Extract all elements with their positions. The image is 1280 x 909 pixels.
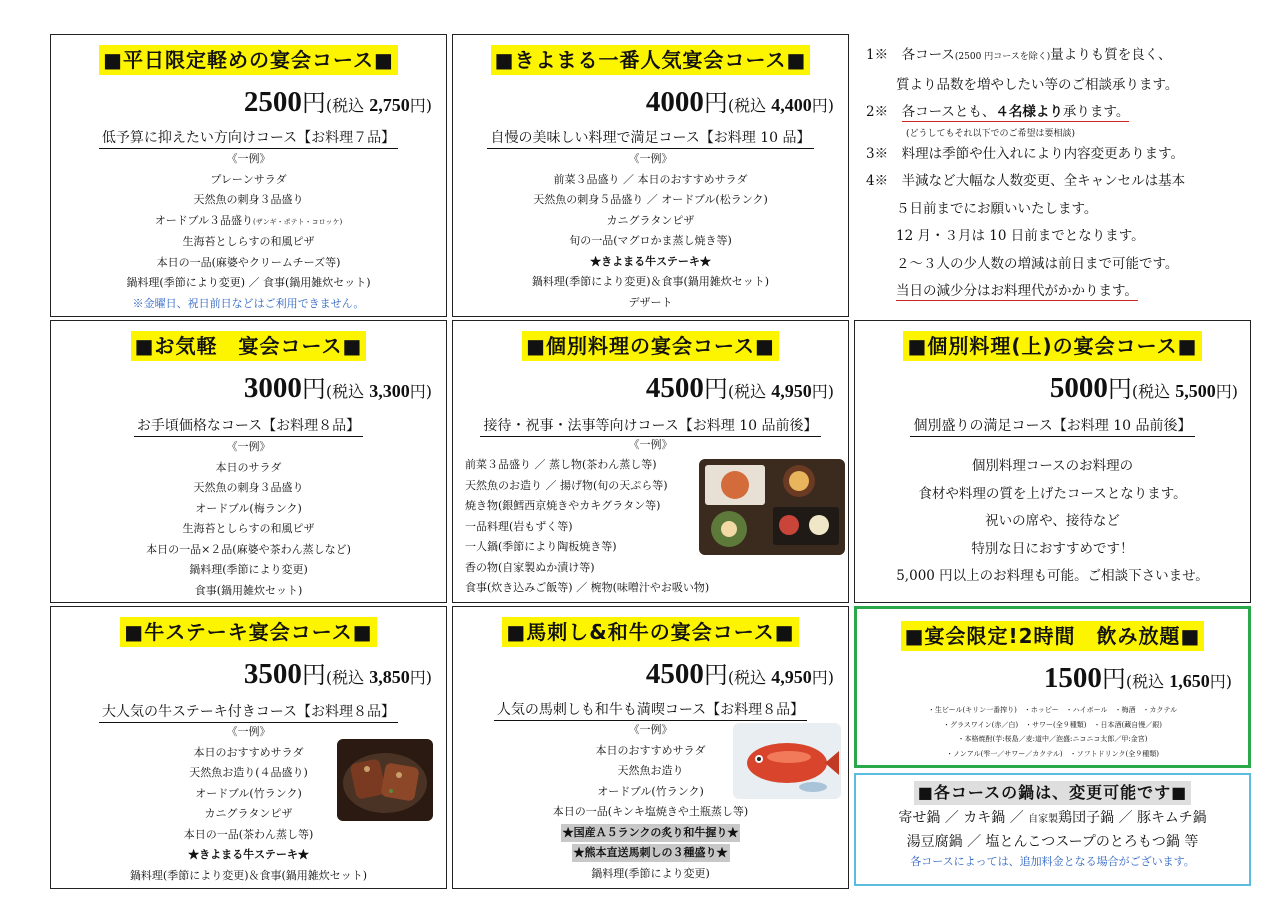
course-title: ■個別料理(上)の宴会コース■ — [903, 331, 1201, 361]
course-card-popular — [452, 34, 849, 317]
drink-plan-title: ■宴会限定!2時間 飲み放題■ — [901, 621, 1205, 651]
course-price: 4500円(税込 4,950円) — [645, 372, 834, 404]
course-subtitle: 接待・祝事・法事等向けコース【お料理 10 品前後】 — [453, 415, 848, 435]
steak-photo — [337, 739, 433, 821]
course-subtitle: お手頃価格なコース【お料理８品】 — [51, 415, 446, 435]
course-items: 《一例》 プレーンサラダ 天然魚の刺身３品盛り オードブル３品盛り(ザンギ・ポテト・コロッケ) 生海苔としらすの和風ピザ 本日の一品(麻婆やクリームチーズ等) 鍋料理(季節により変更) ／ 食事(鍋用雑炊セット) ※金曜日、祝日前日などはご利用できません。 — [51, 149, 446, 314]
notes-section: 1※ 各コース(2500 円コースを除く)量よりも質を良く、 質より品数を増やしたい等のご相談承ります。 2※ 各コースとも、４名様より承ります。 (どうしてもそれ以下でのご希望は要相談) 3※ 料理は季節や仕入れにより内容変更あります。 4※ 半減など大幅な人数変更、全キャンセルは基本 ５日前までにお願いいたします。 12 月・３月は 10 日前までとなります。 ２～３人の少人数の増減は前日まで可能です。 当日の減少分はお料理代がかかります。 — [866, 47, 1186, 299]
course-card-basashi-wagyu — [452, 606, 849, 889]
course-price: 3000円(税込 3,300円) — [243, 372, 432, 404]
nabe-list-1: 寄せ鍋 ／ カキ鍋 ／ 自家製鶏団子鍋 ／ 豚キムチ鍋 — [898, 810, 1207, 826]
nabe-title: ■各コースの鍋は、変更可能です■ — [914, 781, 1191, 805]
course-items: 《一例》 本日のおすすめサラダ 天然魚お造り(４品盛り) オードブル(竹ランク) カニグラタンピザ 本日の一品(茶わん蒸し等) ★きよまる牛ステーキ★ 鍋料理(季節により変更)＆食事(鍋用雑炊セット) — [129, 725, 368, 882]
course-items: 《一例》 前菜３品盛り ／ 本日のおすすめサラダ 天然魚の刺身５品盛り ／ オードブル(松ランク) カニグラタンピザ 旬の一品(マグロかま蒸し焼き等) ★きよまる牛ステーキ★ 鍋料理(季節により変更)＆食事(鍋用雑炊セット) デザート — [531, 152, 770, 309]
kaiseki-food-photo — [699, 459, 845, 555]
course-title: ■平日限定軽めの宴会コース■ — [99, 45, 398, 75]
course-price: 4000円(税込 4,400円) — [645, 86, 834, 118]
course-subtitle: 個別盛りの満足コース【お料理 10 品前後】 — [855, 415, 1250, 435]
course-price: 5000円(税込 5,500円) — [1049, 372, 1238, 404]
course-items: 《一例》 本日のサラダ 天然魚の刺身３品盛り オードブル(梅ランク) 生海苔としらすの和風ピザ 本日の一品×２品(麻婆や茶わん蒸しなど) 鍋料理(季節により変更) 食事(鍋用雑炊セット) — [146, 440, 351, 597]
course-card-casual — [50, 320, 447, 603]
course-title: ■お気軽 宴会コース■ — [131, 331, 367, 361]
course-card-individual-premium — [854, 320, 1251, 603]
course-items: 《一例》 本日のおすすめサラダ 天然魚お造り オードブル(竹ランク) 本日の一品(キンキ塩焼きや土瓶蒸し等) ★国産Ａ５ランクの炙り和牛握り★ ★熊本直送馬刺しの３種盛り★ 鍋料理(季節により変更) — [552, 723, 749, 880]
course-subtitle: 低予算に抑えたい方向けコース【お料理７品】 — [51, 127, 446, 147]
nabe-options-card — [854, 773, 1251, 886]
course-note: ※金曜日、祝日前日などはご利用できません。 — [132, 296, 365, 310]
course-example: 《一例》 — [628, 438, 673, 451]
course-card-steak — [50, 606, 447, 889]
course-price: 2500円(税込 2,750円) — [243, 86, 432, 118]
course-subtitle: 自慢の美味しい料理で満足コース【お料理 10 品】 — [453, 127, 848, 147]
course-items: 前菜３品盛り ／ 蒸し物(茶わん蒸し等) 天然魚のお造り ／ 揚げ物(旬の天ぷら等) 焼き物(銀鱈西京焼きやカキグラタン等) 一品料理(岩もずく等) 一人鍋(季節により陶板焼き等) 香の物(自家製ぬか漬け等) 食事(炊き込みご飯等) ／ 椀物(味噌汁やお吸い物) — [465, 458, 710, 594]
kinki-fish-photo — [733, 723, 841, 799]
course-title: ■個別料理の宴会コース■ — [522, 331, 779, 361]
nabe-list-2: 湯豆腐鍋 ／ 塩とんこつスープのとろもつ鍋 等 — [906, 834, 1199, 850]
course-subtitle: 大人気の牛ステーキ付きコース【お料理８品】 — [51, 701, 446, 721]
course-title: ■牛ステーキ宴会コース■ — [120, 617, 376, 647]
drink-plan-card — [854, 606, 1251, 768]
course-subtitle: 人気の馬刺しも和牛も満喫コース【お料理８品】 — [453, 699, 848, 719]
course-card-individual — [452, 320, 849, 603]
nabe-note: 各コースによっては、追加料金となる場合がございます。 — [910, 855, 1195, 868]
course-price: 3500円(税込 3,850円) — [243, 658, 432, 690]
course-card-weekday — [50, 34, 447, 317]
drink-list: ・生ビール(キリン一番搾り) ・ホッピー ・ハイボール ・梅酒 ・カクテル ・グラスワイン(赤／白) ・サワー(全９種類) ・日本酒(藏自慢／銀) ・本格焼酎(芋:桜島／麦:道中／泡盛:ニコニコ太郎／甲:金宮) ・ノンアル(雫一／サワー／カクテル) ・ソフトドリンク(全９種類) — [927, 706, 1178, 758]
course-title: ■きよまる一番人気宴会コース■ — [491, 45, 811, 75]
course-description: 個別料理コースのお料理の 食材や料理の質を上げたコースとなります。 祝いの席や、接待など 特別な日におすすめです！ 5,000 円以上のお料理も可能。ご相談下さいませ。 — [896, 458, 1209, 584]
course-title: ■馬刺し&和牛の宴会コース■ — [502, 617, 798, 647]
drink-plan-price: 1500円(税込 1,650円) — [1043, 662, 1232, 694]
course-price: 4500円(税込 4,950円) — [645, 658, 834, 690]
